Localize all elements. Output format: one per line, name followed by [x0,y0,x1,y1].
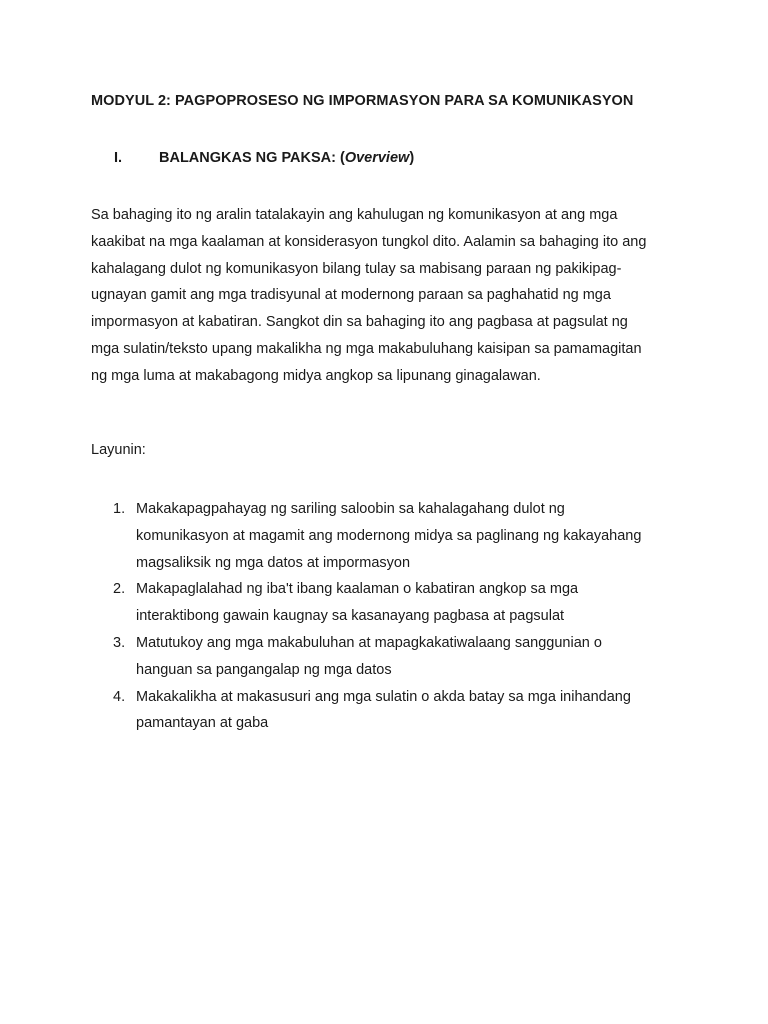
objective-item [113,576,713,630]
objective-line: interaktibong gawain kaugnay sa kasanayang pagbasa at pagsulat [136,608,565,625]
objective-number: 2. [113,581,126,598]
objective-text [136,630,602,684]
objective-line: hanguan sa pangangalap ng mga datos [136,661,392,678]
section-heading [114,150,414,166]
intro-line: impormasyon at kabatiran. Sangkot din sa bahaging ito ang pagbasa at pagsulat ng [91,314,628,331]
objective-line: pamantayan at gaba [136,715,269,732]
intro-paragraph [91,202,691,390]
objective-line: Makakalikha at makasusuri ang mga sulatin o akda batay sa mga inihandang [136,688,631,705]
module-title: MODYUL 2: PAGPOPROSESO NG IMPORMASYON PARA SA KOMUNIKASYON [91,93,634,109]
objectives-list [113,496,713,737]
intro-line: mga sulatin/teksto upang makalikha ng mga makabuluhang kaisipan sa pamamagitan [91,340,642,357]
intro-line: kahalagang dulot ng komunikasyon bilang tulay sa mabisang paraan ng pakikipag- [91,260,622,277]
objective-line: Matutukoy ang mga makabuluhan at mapagkakatiwalaang sanggunian o [136,634,602,651]
objective-line: komunikasyon at magamit ang modernong midya sa paglinang ng kakayahang [136,527,642,544]
section-heading-text: BALANGKAS NG PAKSA: ( [159,150,345,166]
objective-line: Makakapagpahayag ng sariling saloobin sa kahalagahang dulot ng [136,501,565,517]
objective-item [113,496,713,576]
objective-item [113,684,713,738]
objective-text [136,576,578,630]
objective-number: 3. [113,634,126,651]
objective-line: Makapaglalahad ng iba't ibang kaalaman o kabatiran angkop sa mga [136,581,579,598]
objective-text [136,496,641,576]
intro-line: ng mga luma at makabagong midya angkop sa lipunang ginagalawan. [91,367,541,384]
intro-line: kaakibat na mga kaalaman at konsiderasyon tungkol dito. Aalamin sa bahaging ito ang [91,233,647,250]
objective-text [136,684,631,738]
intro-line: Sa bahaging ito ng aralin tatalakayin ang kahulugan ng komunikasyon at ang mga [91,207,618,223]
intro-line: ugnayan gamit ang mga tradisyunal at modernong paraan sa paghahatid ng mga [91,287,611,304]
section-heading-close: ) [409,150,415,166]
objective-number: 1. [113,501,126,517]
section-heading-italic: Overview [344,150,410,166]
objectives-label: Layunin: [91,442,146,458]
objective-line: magsaliksik ng mga datos at impormasyon [136,554,411,571]
section-numeral: I. [114,150,123,166]
objective-number: 4. [113,688,126,705]
objective-item [113,630,713,684]
